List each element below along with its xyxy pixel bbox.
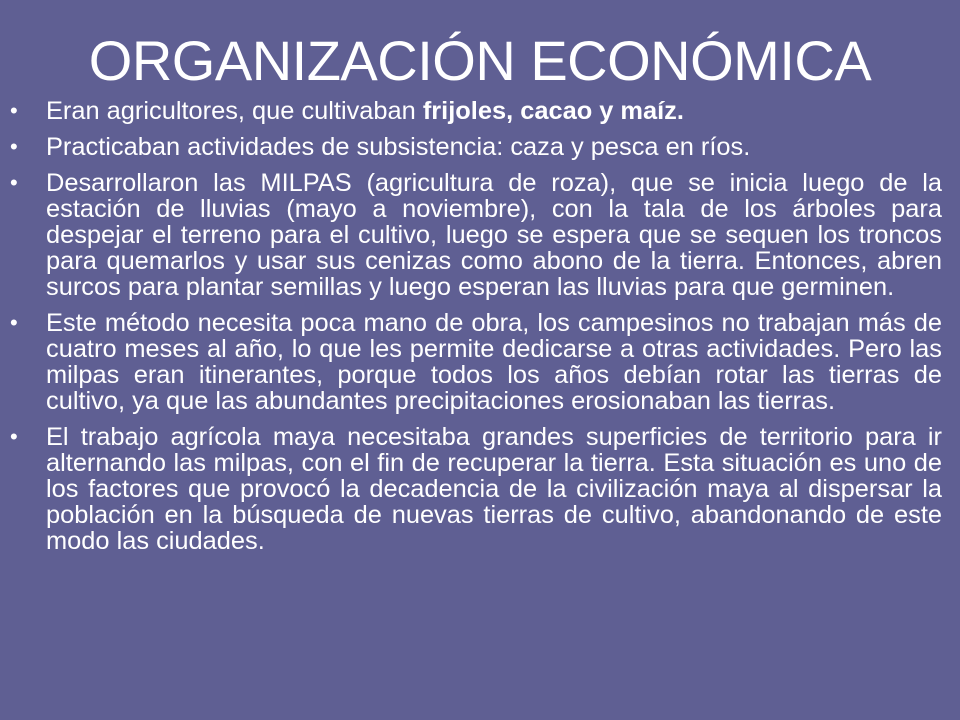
bullet-emphasis: frijoles, cacao y maíz.	[422, 97, 684, 125]
bullet-dot: •	[10, 424, 18, 449]
bullet-item	[0, 98, 960, 124]
bullet-text: Desarrollaron las MILPAS (agricultura de roza), que se inicia luego de la estación de lluvias (mayo a noviembre), con la tala de los árboles para despejar el terreno para el cultivo, luego se espera que se sequen los troncos para quemarlos y usar sus cenizas como abono de la tierra. Entonces, abren surcos para plantar semillas y luego esperan las lluvias para que germinen.	[46, 169, 942, 301]
bullet-dot: •	[10, 134, 18, 159]
bullet-text: Eran agricultores, que cultivaban	[46, 97, 423, 125]
bullet-item	[0, 424, 960, 554]
slide-title: ORGANIZACIÓN ECONÓMICA	[88, 29, 872, 92]
bullet-dot: •	[10, 170, 18, 195]
bullet-item	[0, 134, 960, 160]
bullet-text: El trabajo agrícola maya necesitaba grandes superficies de territorio para ir alternando las milpas, con el fin de recuperar la tierra. Esta situación es uno de los factores que provocó la decadencia de la civilización maya al dispersar la población en la búsqueda de nuevas tierras de cultivo, abandonando de este modo las ciudades.	[46, 423, 942, 555]
bullet-text: Practicaban actividades de subsistencia: caza y pesca en ríos.	[46, 133, 751, 161]
bullet-item	[0, 170, 960, 300]
bullet-item	[0, 310, 960, 414]
bullet-dot: •	[10, 310, 18, 335]
bullet-dot: •	[10, 98, 18, 123]
bullet-text: Este método necesita poca mano de obra, los campesinos no trabajan más de cuatro meses al año, lo que les permite dedicarse a otras actividades. Pero las milpas eran itinerantes, porque todos los años debían rotar las tierras de cultivo, ya que las abundantes precipitaciones erosionaban las tierras.	[46, 309, 942, 415]
bullet-list	[0, 98, 960, 564]
